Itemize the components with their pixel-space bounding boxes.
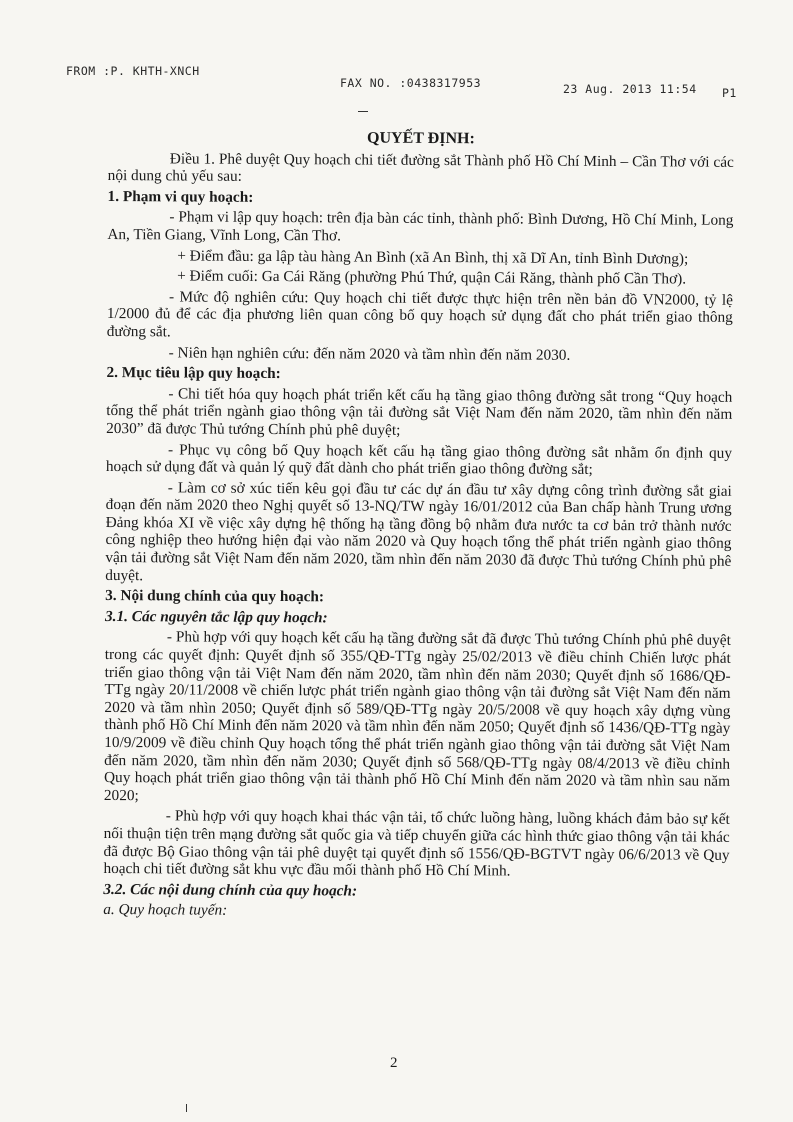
- fax-date: 23 Aug. 2013 11:54: [563, 82, 697, 96]
- paragraph: - Phạm vi lập quy hoạch: trên địa bàn các tỉnh, thành phố: Bình Dương, Hồ Chí Minh, Long An, Tiền Giang, Vĩnh Long, Cần Thơ.: [107, 208, 734, 245]
- section-3-2-heading: 3.2. Các nội dung chính của quy hoạch:: [103, 880, 358, 900]
- article-1: Điều 1. Phê duyệt Quy hoạch chi tiết đường sắt Thành phố Hồ Chí Minh – Cần Thơ với các nội dung chủ yếu sau:: [107, 149, 734, 186]
- subsection-a-heading: a. Quy hoạch tuyến:: [103, 901, 228, 920]
- paragraph: - Làm cơ sở xúc tiến kêu gọi đầu tư các dự án đầu tư xây dựng công trình đường sắt giai đoạn đến năm 2020 theo Nghị quyết số 13-NQ/TW ngày 16/01/2012 của Ban chấp hành Trung ương Đảng khóa XI về việc xây dựng hệ thống hạ tầng đồng bộ nhằm đưa nước ta cơ bản trở thành nước công nghiệp theo hướng hiện đại vào năm 2020 và Quy hoạch tổng thể phát triển ngành giao thông vận tải đường sắt Việt Nam đến năm 2020, tầm nhìn đến năm 2030 đã được Thủ tướng Chính phủ phê duyệt.: [105, 479, 732, 584]
- paragraph: - Niên hạn nghiên cứu: đến năm 2020 và tầm nhìn đến năm 2030.: [168, 343, 571, 364]
- section-1-heading: 1. Phạm vi quy hoạch:: [107, 187, 254, 206]
- paragraph: - Phục vụ công bố Quy hoạch kết cấu hạ tầng giao thông đường sắt nhằm ổn định quy hoạch sử dụng đất và quản lý quỹ đất dành cho phát triển giao thông đường sắt;: [105, 440, 733, 479]
- scan-mark: [186, 1104, 187, 1112]
- paragraph: + Điểm cuối: Ga Cái Răng (phường Phú Thứ, quận Cái Răng, thành phố Cần Thơ).: [177, 267, 687, 288]
- paragraph: - Phù hợp với quy hoạch khai thác vận tải, tổ chức luồng hàng, luồng khách đảm bảo sự kết nối thuận tiện trên mạng đường sắt quốc gia và tiếp chuyển giữa các hình thức giao thông vận tải khác đã được Bộ Giao thông vận tải phê duyệt tại quyết định số 1556/QĐ-BGTVT ngày 06/6/2013 về Quy hoạch chi tiết đường sắt khu vực đầu mối thành phố Hồ Chí Minh.: [103, 807, 730, 880]
- paragraph: + Điểm đầu: ga lập tàu hàng An Bình (xã An Bình, thị xã Dĩ An, tỉnh Bình Dương);: [177, 246, 689, 268]
- scan-mark: [358, 111, 368, 112]
- section-3-heading: 3. Nội dung chính của quy hoạch:: [105, 587, 325, 606]
- fax-page: P1: [722, 86, 737, 100]
- document-title: QUYẾT ĐỊNH:: [367, 129, 475, 148]
- paragraph: - Chi tiết hóa quy hoạch phát triển kết cấu hạ tầng giao thông đường sắt trong “Quy hoạch tổng thể phát triển ngành giao thông vận tải đường sắt Việt Nam đến năm 2020, tầm nhìn đến năm 2030” đã được Thủ tướng Chính phủ phê duyệt;: [106, 385, 733, 439]
- section-3-1-heading: 3.1. Các nguyên tắc lập quy hoạch:: [104, 607, 328, 627]
- page-number: 2: [390, 1055, 398, 1071]
- section-2-heading: 2. Mục tiêu lập quy hoạch:: [106, 364, 281, 383]
- fax-sender: FROM :P. KHTH-XNCH: [66, 64, 200, 78]
- fax-number: FAX NO. :0438317953: [340, 76, 482, 90]
- paragraph: - Mức độ nghiên cứu: Quy hoạch chi tiết được thực hiện trên nền bản đồ VN2000, tỷ lệ 1/2000 đủ để các địa phương liên quan công bố quy hoạch sử dụng đất cho phát triển giao thông đường sắt.: [106, 288, 734, 341]
- document-body: [103, 128, 734, 926]
- paragraph: - Phù hợp với quy hoạch kết cấu hạ tầng đường sắt đã được Thủ tướng Chính phủ phê duyệt trong các quyết định: Quyết định số 355/QĐ-TTg ngày 25/02/2013 về điều chỉnh Chiến lược phát triển giao thông vận tải Việt Nam đến năm 2020, tầm nhìn đến năm 2030; Quyết định số 1686/QĐ-TTg ngày 20/11/2008 về chiến lược phát triển ngành giao thông vận tải đường sắt Việt Nam đến năm 2020 và tầm nhìn 2050; Quyết định số 589/QĐ-TTg ngày 20/5/2008 về quy hoạch xây dựng vùng thành phố Hồ Chí Minh đến năm 2020 và tầm nhìn đến năm 2050; Quyết định số 1436/QĐ-TTg ngày 10/9/2009 về điều chỉnh Quy hoạch tổng thể phát triển ngành giao thông vận tải đường sắt Việt Nam đến năm 2020, tầm nhìn đến năm 2030; Quyết định số 568/QĐ-TTg ngày 08/4/2013 về điều chỉnh Quy hoạch phát triển giao thông vận tải thành phố Hồ Chí Minh đến năm 2020 và tầm nhìn sau năm 2020;: [103, 628, 731, 804]
